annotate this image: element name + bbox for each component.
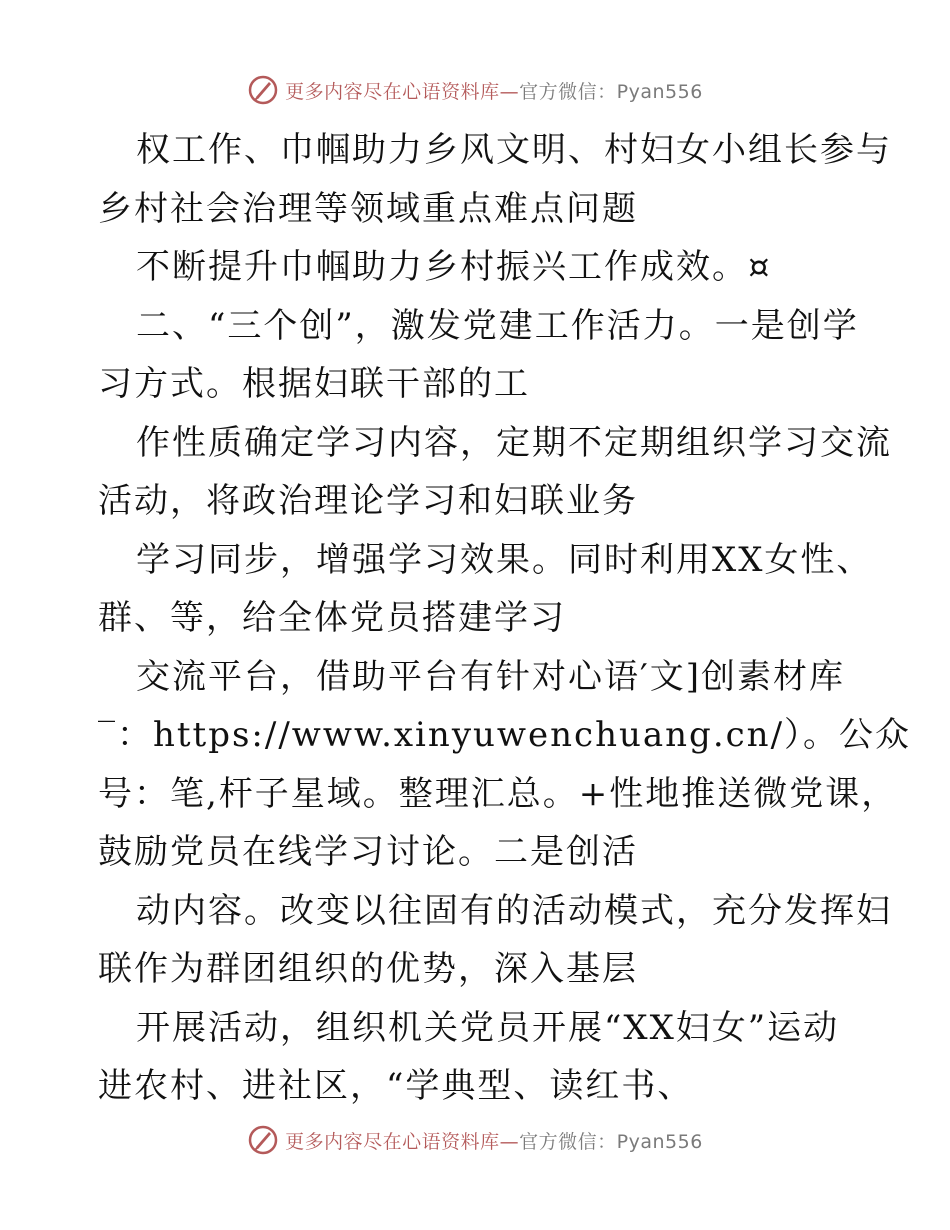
body-line: 作性质确定学习内容，定期不定期组织学习交流 (136, 422, 892, 463)
body-line: ‾：https://www.xinyuwenchuang.cn/）。公众 (98, 715, 912, 755)
body-line: 二、“三个创”，激发党建工作活力。一是创学 (136, 305, 859, 346)
body-line: 鼓励党员在线学习讨论。二是创活 (98, 832, 638, 872)
body-line: 进农村、进社区，“学典型、读红书、 (98, 1066, 694, 1106)
body-line: 学习同步，增强学习效果。同时利用XX女性、 (136, 539, 873, 580)
quill-pen-logo-icon (247, 74, 279, 106)
watermark-wechat-text: 官方微信：Pyan556 (519, 80, 703, 103)
body-line: 权工作、巾帼助力乡风文明、村妇女小组长参与 (136, 130, 892, 170)
footer-watermark (0, 1120, 950, 1160)
watermark-wechat-text: 官方微信：Pyan556 (519, 1130, 703, 1153)
header-watermark (0, 70, 950, 110)
body-line: 联作为群团组织的优势，深入基层 (98, 949, 638, 989)
watermark-site-text: 更多内容尽在心语资料库— (285, 80, 520, 103)
body-line: 开展活动，组织机关党员开展“XX妇女”运动 (136, 1007, 840, 1048)
body-line: 动内容。改变以往固有的活动模式，充分发挥妇 (136, 890, 892, 931)
body-line: 活动，将政治理论学习和妇联业务 (98, 481, 638, 521)
body-line: 习方式。根据妇联干部的工 (98, 364, 530, 404)
quill-pen-logo-icon (247, 1124, 279, 1156)
body-line: 乡村社会治理等领域重点难点问题 (98, 188, 638, 229)
body-line: 交流平台，借助平台有针对心语′文]创素材库 (136, 656, 845, 697)
body-line: 群、等，给全体党员搭建学习 (98, 598, 566, 638)
body-line: 不断提升巾帼助力乡村振兴工作成效。¤ (136, 247, 772, 287)
document-body (98, 121, 912, 1116)
watermark-text (285, 77, 703, 104)
watermark-site-text: 更多内容尽在心语资料库— (285, 1130, 520, 1153)
body-line: 号：笔,杆子星域。整理汇总。+性地推送微党课， (98, 773, 898, 814)
watermark-text (285, 1127, 703, 1154)
